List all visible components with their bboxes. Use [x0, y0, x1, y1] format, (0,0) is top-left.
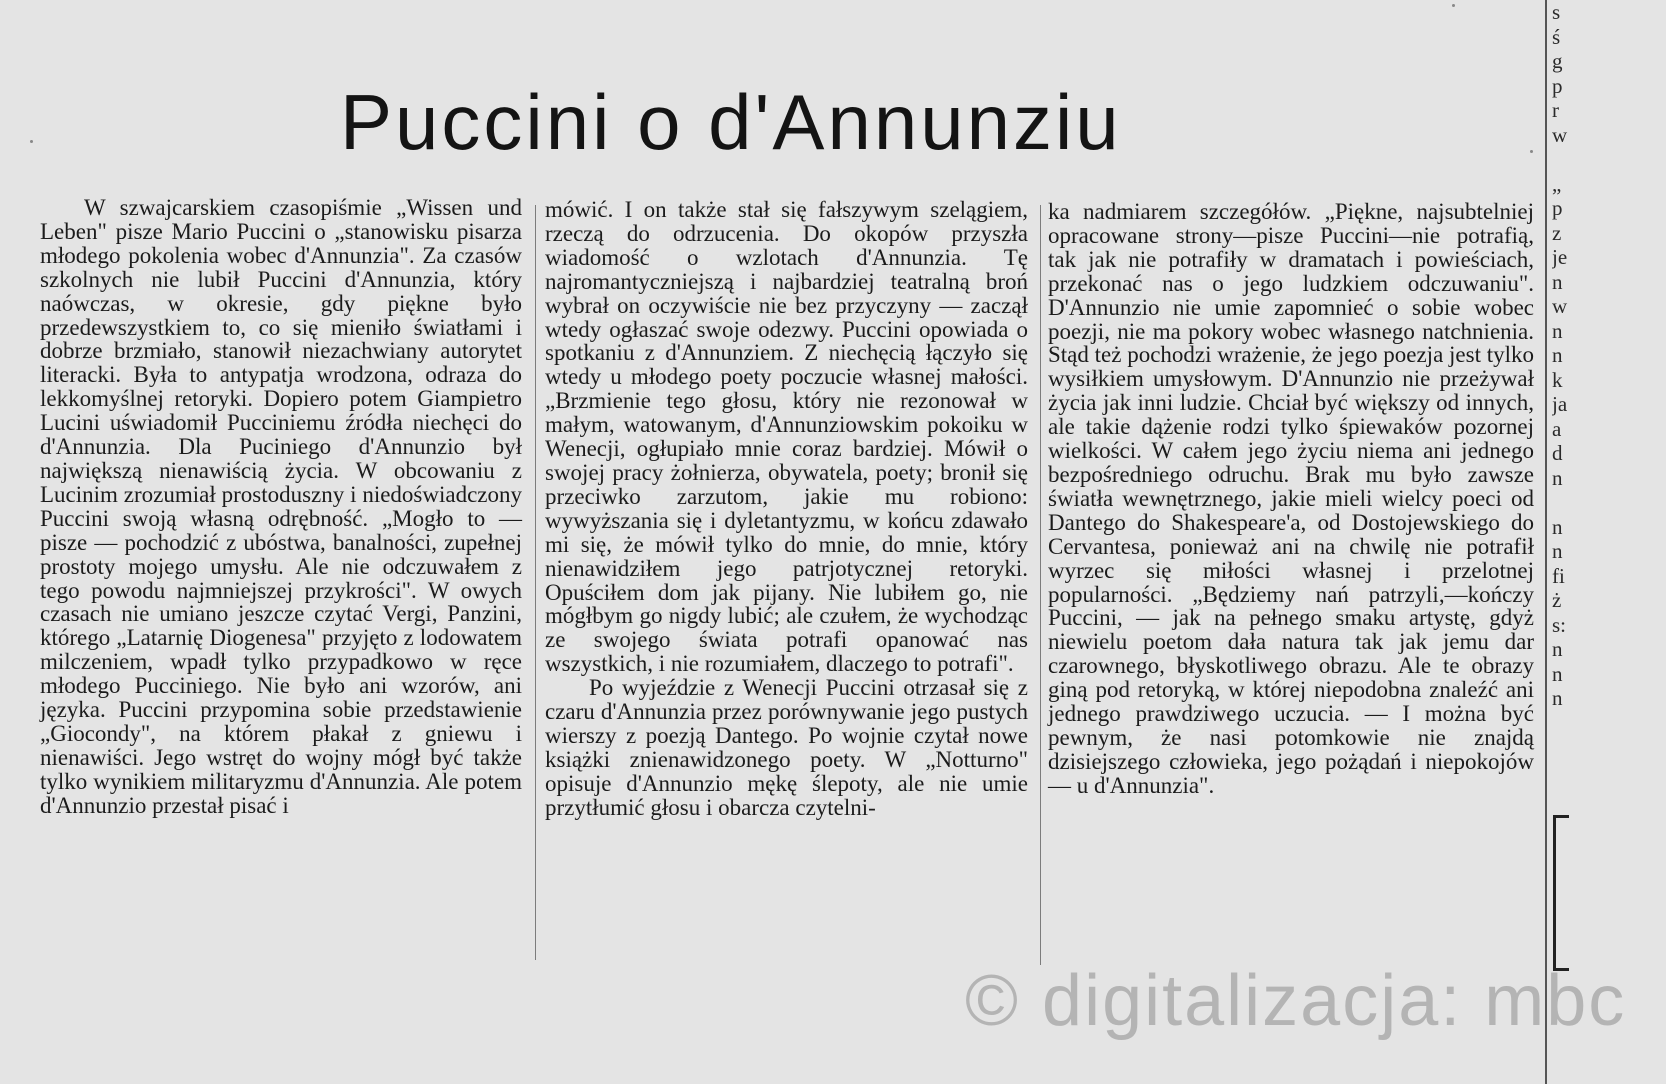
edge-letter: ja [1552, 392, 1568, 416]
edge-letter: p [1552, 73, 1563, 98]
scan-speck [30, 140, 33, 143]
edge-letter: ś [1552, 24, 1561, 49]
paragraph: ka nadmiarem szczegółów. „Piękne, najsubtelniej opracowane strony—pisze Puccini—nie potrafią, tak jak nie potrafiły w dramatach i powieściach, przekonać nas o jego ludzkiem odczuwaniu". D'Annunzio nie umie zapomnieć o sobie wobec poezji, nie ma pokory wobec własnego natchnienia. Stąd też pochodzi wrażenie, że jego poezja jest tylko wysiłkiem umysłowym. D'Annunzio nie przeżywał życia jak inni ludzie. Chciał być większy od innych, ale takie dążenie rodzi tylko śpiewaków pozornej wielkości. W całem jego życiu niema ani jednego bezpośredniego odruchu. Brak mu było zawsze światła wewnętrznego, jakie mieli wielcy poeci od Dantego do Shakespeare'a, od Dostojewskiego do Cervantesa, ponieważ ani na chwilę nie potrafił wyrzec się miłości własnej i przelotnej popularności. „Będziemy nań patrzyli,—kończy Puccini, — jak na pełnego smaku artystę, gdyż niewielu poetom dała natura tak jak jemu dar czarownego, błyskotliwego obrazu. Ale te obrazy giną pod retoryką, w której niepodobna znaleźć ani jednego prawdziwego uczucia. — I można być pewnym, że nasi potomkowie nie znajdą dzisiejszego człowieka, jego pożądań i niepokojów — u d'Annunzia". [1048, 199, 1534, 798]
edge-letter: w [1552, 122, 1568, 147]
edge-letter: n [1552, 539, 1563, 563]
edge-letter: s: [1552, 612, 1567, 637]
scan-speck [1530, 150, 1533, 153]
article-column-2 [545, 198, 1028, 820]
adjacent-column-fragment [1552, 0, 1568, 711]
article-column-3 [1048, 200, 1534, 798]
adjacent-box-frame [1553, 815, 1569, 971]
edge-letter: ż [1552, 588, 1562, 612]
edge-letter: n [1552, 686, 1563, 710]
edge-letter: k [1552, 367, 1563, 392]
edge-letter: „ [1552, 171, 1562, 196]
edge-letter: n [1552, 661, 1563, 686]
edge-letter: n [1552, 465, 1563, 490]
edge-letter [1552, 490, 1568, 515]
edge-letter: je [1552, 245, 1568, 269]
edge-letter: w [1552, 294, 1568, 318]
edge-letter: g [1552, 49, 1563, 73]
edge-letter: p [1552, 196, 1563, 220]
edge-letter: s [1552, 0, 1561, 24]
column-divider-1 [535, 205, 536, 960]
edge-letter: d [1552, 441, 1563, 465]
edge-letter: n [1552, 269, 1563, 294]
paragraph: Po wyjeździe z Wenecji Puccini otrzasał się z czaru d'Annunzia przez porównywanie jego pustych wierszy z poezją Dantego. Po wojnie czytał nowe książki znienawidzonego poety. W „Notturno" opisuje d'Annunzio mękę ślepoty, ale nie umie przytłumić głosu i obarcza czytelni- [545, 675, 1028, 820]
article-column-1 [40, 196, 522, 818]
edge-letter: r [1552, 98, 1559, 122]
edge-letter: n [1552, 318, 1563, 343]
edge-letter [1552, 147, 1568, 172]
edge-letter: n [1552, 343, 1563, 367]
article-title: Puccini o d'Annunziu [340, 78, 1122, 166]
edge-letter: n [1552, 637, 1563, 661]
edge-letter: a [1552, 416, 1562, 441]
paragraph: mówić. I on także stał się fałszywym szelągiem, rzeczą do odrzucenia. Do okopów przyszła wiadomość o wzlotach d'Annunzia. Tę najromantyczniejszą i najbardziej teatralną broń wybrał on oczywiście nie bez przyczyny — zaczął wtedy ogłaszać swoje odezwy. Puccini opowiada o spotkaniu z d'Annunziem. Z niechęcią łączyło się wtedy u młodego poety poczucie własnej małości. „Brzmienie tego głosu, który nie rezonował w małym, watowanym, d'Annunziowskim pokoiku w Wenecji, ogłupiało mnie coraz bardziej. Mówił o swojej pracy żołnierza, obywatela, poety; bronił się przeciwko zarzutom, jakie mu robiono: wywyższania się i dyletantyzmu, w końcu zdawało mi się, że mówił tylko do mnie, do mnie, który nienawidziłem jego patrjotycznej retoryki. Opuściłem dom jak pijany. Nie lubiłem go, nie mógłbym go nigdy lubić; ale czułem, że wychodząc ze swojego świata potrafi opanować nas wszystkich, i nie rozumiałem, dlaczego to potrafi". [545, 197, 1028, 677]
paragraph: W szwajcarskiem czasopiśmie „Wissen und Leben" pisze Mario Puccini o „stanowisku pisarza młodego pokolenia wobec d'Annunzia". Za czasów szkolnych nie lubił Puccini d'Annunzia, który naówczas, w okresie, gdy piękne było przedewszystkiem to, co się mieniło światłami i dobrze brzmiało, stanowił niezachwiany autorytet literacki. Była to antypatja wrodzona, odraza do lekkomyślnej retoryki. Dopiero potem Giampietro Lucini uświadomił Pucciniemu źródła niechęci do d'Annunzia. Dla Puciniego d'Annunzio był największą nienawiścią życia. W obcowaniu z Lucinim zrozumiał prostoduszny i niedoświadczony Puccini swoją własną odrębność. „Mogło to — pisze — pochodzić z ubóstwa, banalności, zupełnej prostoty mojego umysłu. Ale nie odczuwałem z tego powodu najmniejszej przykrości". W owych czasach nie umiano jeszcze czytać Vergi, Panzini, którego „Latarnię Diogenesa" przyjęto z lodowatem milczeniem, wpadł tylko przypadkowo w ręce młodego Pucciniego. Nie było ani wzorów, ani języka. Puccini przypomina sobie przedstawienie „Giocondy", na którem płakał z gniewu i nienawiści. Jego wstręt do wojny mógł być także tylko wynikiem militaryzmu d'Annunzia. Ale potem d'Annunzio przestał pisać i [40, 195, 522, 818]
watermark: © digitalizacja: mbc [965, 961, 1627, 1041]
edge-letter: n [1552, 514, 1563, 539]
edge-letter: fi [1552, 563, 1565, 588]
edge-letter: z [1552, 220, 1562, 245]
column-divider-2 [1040, 205, 1041, 965]
page-edge-rule [1545, 0, 1547, 1084]
scan-speck [1452, 4, 1455, 7]
